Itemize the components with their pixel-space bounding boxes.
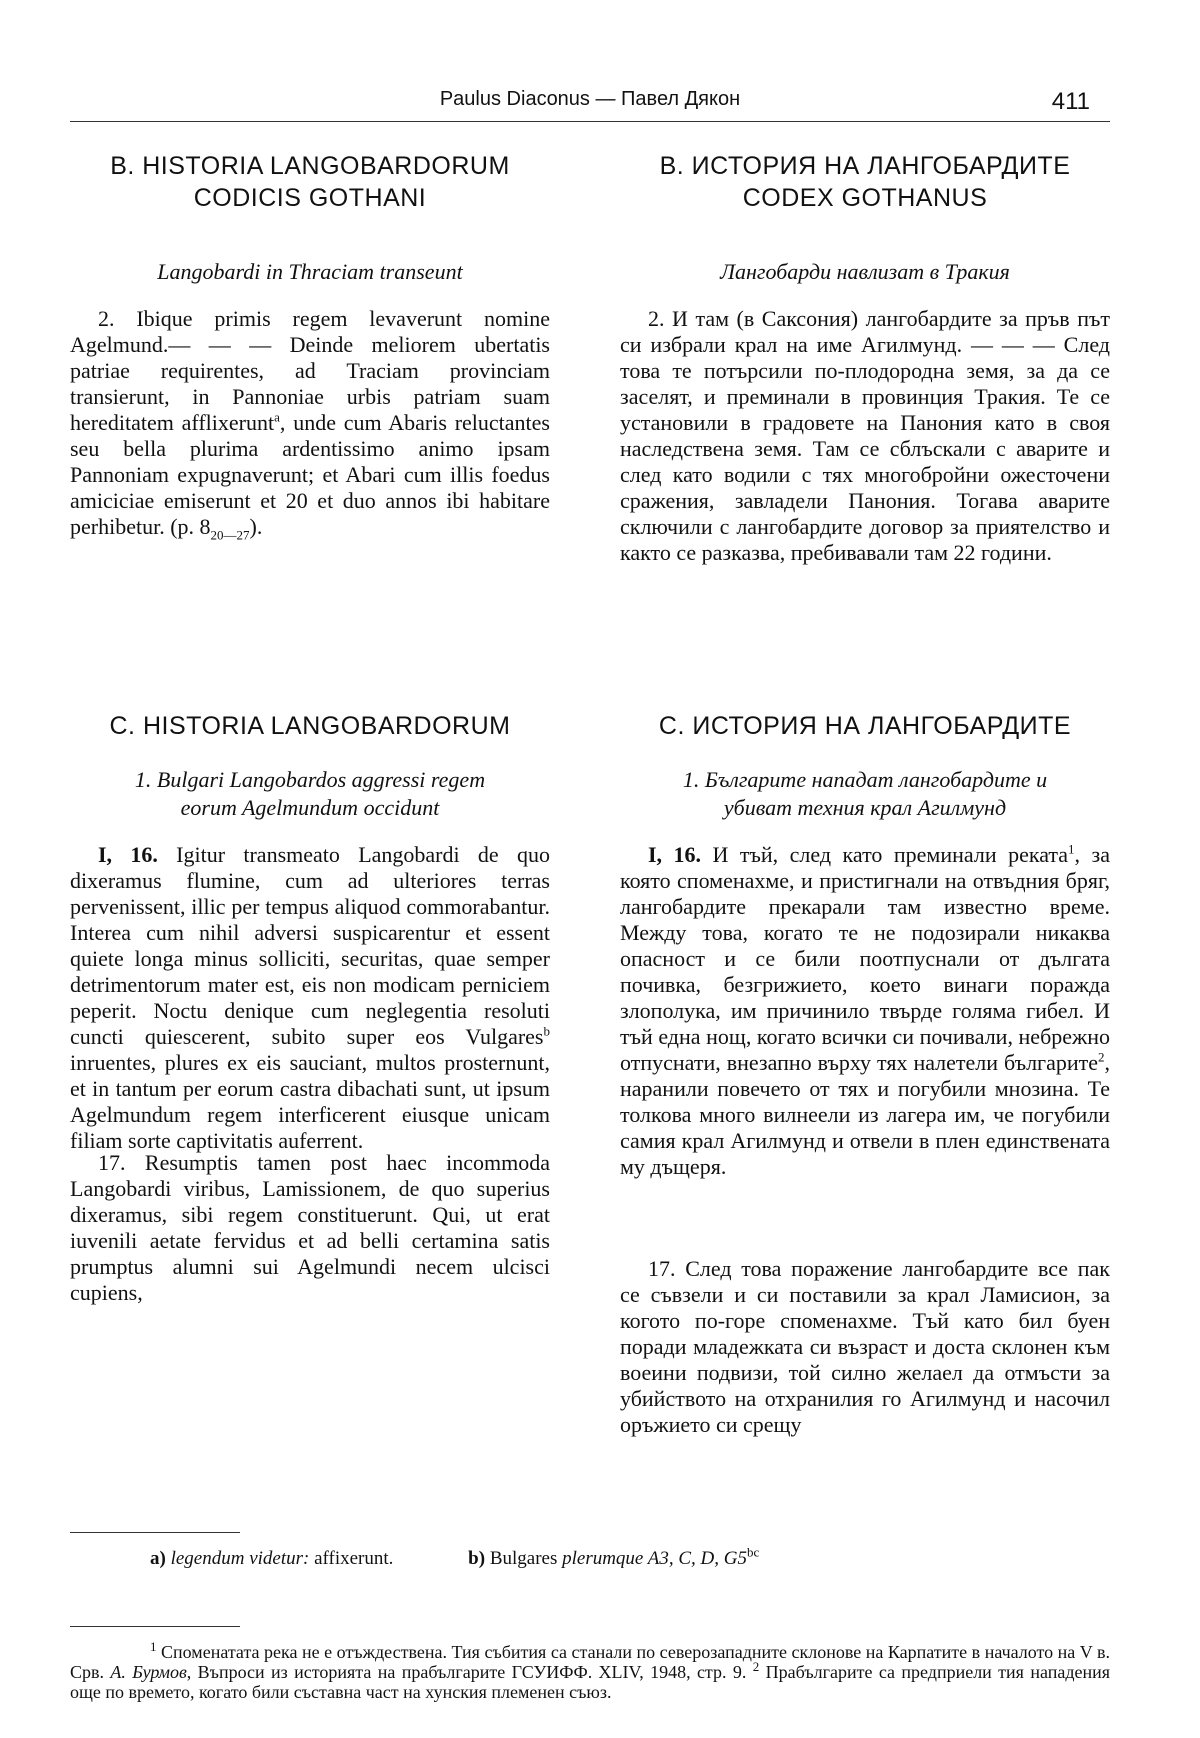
footnote-rule <box>70 1626 240 1627</box>
text-part: И тъй, след като преминали реката <box>701 842 1069 867</box>
section-b-paragraph: 2. И там (в Саксония) лангобардите за пръв път си избрали крал на име Агилмунд. — — — След това те потърсили по-плодородна земя, за да се заселят, и преминали в провинция Тракия. Те се установили в градовете на Панония като в своя наследствена земя. Там се сблъскали с аварите и след като водили с тях многобройни ожесточени сражения, завладели Панония. Тогава аварите сключили с лангобардите договор за приятелство и както се разказва, пребивавали там 22 години. <box>620 306 1110 565</box>
chapter-17-text: 17. Resumptis tamen post haec incommoda Langobardi viribus, Lamissionem, de quo superius dixeramus, sibi regem constituerunt. Qui, ut erat iuvenili aetate fervidus et ad belli certamina satis prumptus alumni sui Agelmundi necem ulcisci cupiens, <box>70 1150 550 1305</box>
subtitle-line2: убиват техния крал Агилмунд <box>723 795 1007 820</box>
section-b-heading-latin <box>70 150 550 214</box>
apparatus-b-italic: plerumque A3, C, D, G5 <box>562 1548 747 1569</box>
text-part: Igitur transmeato Langobardi de quo dixeramus flumine, cum ad ulteriores terras pervenissent, illic per tempus aliquod commorabantur. Interea cum nihil adversi suspicarentur et essent quiete longa minus solliciti, securitas, quae semper detrimentorum mater est, eis non modicam perniciem peperit. Noctu denique cum neglegentia resoluti cuncti quiescerent, subito super eos Vulgares <box>70 842 550 1049</box>
apparatus-mark: a <box>274 409 280 425</box>
text-part: , unde cum Abaris reluctantes seu bella plurima ardentissimo animo ipsam Pannoniam expugnaverunt; et Abari cum illis foedus amiciciae emiserunt et 20 et duo annos ibi habitare perhibetur. (p. 8 <box>70 410 550 539</box>
running-head <box>70 88 1110 122</box>
footnote-ref-1: 1 <box>1068 841 1075 857</box>
section-b-text-latin <box>70 306 550 543</box>
apparatus-mark: b <box>543 1023 550 1039</box>
latin-column <box>70 150 550 1305</box>
page-range: 20—27 <box>210 527 250 543</box>
chapter-number: I, 16. <box>98 842 158 867</box>
text-part: , наранили повечето от тях и погубили мнозина. Те толкова много вилнеели из лагера им, че погубили самия крал Агилмунд и отвели в плен единствената му дъщеря. <box>620 1050 1110 1179</box>
section-b-heading-bulgarian <box>620 150 1110 214</box>
text-part: inruentes, plures ex eis sauciant, multos prosternunt, et in tantum per eorum castra dibachati sunt, ut ipsum Agelmundum regem interficerent eiusque unicam filiam sorte captivitatis auferrent. <box>70 1050 550 1153</box>
apparatus-a-italic: legendum videtur: <box>170 1548 310 1569</box>
chapter-17-bulgarian <box>620 1256 1110 1438</box>
footnote-ref-2: 2 <box>1098 1049 1105 1065</box>
section-c-subtitle-bulgarian <box>620 766 1110 822</box>
chapter-16-latin <box>70 842 550 1154</box>
running-title: Paulus Diaconus — Павел Дякон <box>439 88 741 110</box>
chapter-16-bulgarian <box>620 842 1110 1180</box>
subtitle-line1: 1. Българите нападат лангобардите и <box>682 767 1048 792</box>
text-part: ). <box>249 514 263 539</box>
section-b-heading-line2: CODEX GOTHANUS <box>742 184 988 212</box>
footnote-1-text: Споменатата река не е отъждествена. Тия събития са станали по северозападните склонове на Карпатите в началото на V в. Срв. <box>70 1642 1110 1682</box>
apparatus-rule <box>70 1532 240 1533</box>
chapter-number: I, 16. <box>648 842 702 867</box>
critical-apparatus <box>150 1544 1050 1570</box>
text-part: , за която споменахме, и пристигнали на отвъдния бряг, лангобардите прекарали там известно време. Между това, когато те не подозирали никаква опасност и се били поотпуснали от дългата почивка, безгрижието, което винаги поражда злополука, им причинило твърде голяма гибел. И тъй една нощ, когато всички си почивали, небрежно отпуснати, внезапно върху тях налетели българите <box>620 842 1110 1075</box>
footnotes <box>70 1639 1111 1702</box>
footnote-1-mark: 1 <box>150 1639 157 1654</box>
section-b-text-bulgarian <box>620 306 1110 566</box>
text-part: 2. Ibique primis regem levaverunt nomine Agelmund.— — — Deinde meliorem ubertatis patriae requirentes, ad Traciam provinciam transierunt, in Pannoniae urbis patriam suam hereditatem afflixerunt <box>70 306 550 435</box>
apparatus-a-text: affixerunt. <box>314 1548 394 1569</box>
section-b-subtitle-latin: Langobardi in Thraciam transeunt <box>157 259 463 284</box>
apparatus-b-label: b) <box>468 1548 486 1569</box>
section-b-heading-line2: CODICIS GOTHANI <box>193 184 427 212</box>
section-b-subtitle-bulgarian: Лангобарди навлизат в Тракия <box>720 259 1010 284</box>
apparatus-a-label: a) <box>150 1548 166 1569</box>
apparatus-b-text: Bulgares <box>489 1548 558 1569</box>
chapter-17-latin <box>70 1150 550 1306</box>
footnote-1-author: А. Бурмов <box>110 1662 187 1682</box>
subtitle-line2: eorum Agelmundum occidunt <box>180 795 440 820</box>
section-c-heading-latin: C. HISTORIA LANGOBARDORUM <box>109 712 511 740</box>
subtitle-line1: 1. Bulgari Langobardos aggressi regem <box>134 767 486 792</box>
footnote-1-text-end: , Въпроси из историята на прабългарите ГСУИФФ. XLIV, 1948, стр. 9. <box>186 1662 747 1682</box>
page-number: 411 <box>1051 88 1090 115</box>
section-c-heading-bulgarian: С. ИСТОРИЯ НА ЛАНГОБАРДИТЕ <box>658 712 1072 740</box>
footnote-2-text: Прабългарите са предприели тия нападения още по времето, когато били съставна част на хунския племенен съюз. <box>70 1662 1111 1702</box>
footnote-2-mark: 2 <box>752 1659 760 1674</box>
apparatus-b-sup: bc <box>747 1544 760 1560</box>
chapter-17-text: 17. След това поражение лангобардите все пак се съвзели и си поставили за крал Ламисион, за когото по-горе споменахме. Тъй като бил буен поради младежката си възраст и доста склонен към воеини подвизи, той силно желаел да отмъсти за убийството на отхранилия го Агилмунд и насочил оръжието си срещу <box>620 1256 1110 1437</box>
section-b-heading-line1: B. HISTORIA LANGOBARDORUM <box>110 152 510 180</box>
apparatus-a <box>150 1548 393 1570</box>
section-b-heading-line1: В. ИСТОРИЯ НА ЛАНГОБАРДИТЕ <box>659 152 1071 180</box>
header-rule <box>70 121 1110 122</box>
section-c-subtitle-latin <box>70 766 550 822</box>
bulgarian-column <box>620 150 1110 1437</box>
apparatus-b <box>468 1544 760 1570</box>
